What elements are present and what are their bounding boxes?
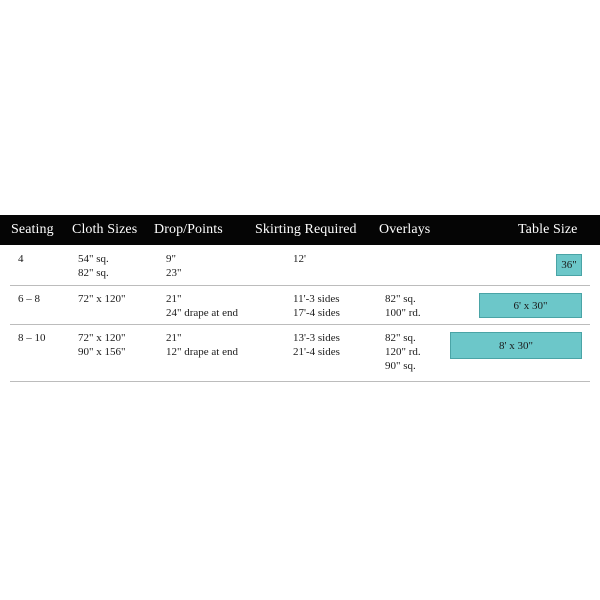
skirting-value: 12' [293, 253, 306, 265]
header-table-size: Table Size [518, 222, 578, 237]
cloth-size-value: 72" x 120" [78, 293, 126, 305]
cloth-size-value: 90" x 156" [78, 346, 126, 358]
overlay-value: 100" rd. [385, 307, 421, 319]
table-size-swatch: 36" [556, 254, 582, 276]
header-cloth-sizes: Cloth Sizes [72, 222, 138, 237]
cloth-size-value: 72" x 120" [78, 332, 126, 344]
cell-cloth-sizes [78, 252, 109, 280]
header-drop-points: Drop/Points [154, 222, 223, 237]
table-header [0, 215, 600, 245]
drop-point-value: 21" [166, 293, 182, 305]
table-size-swatch: 6' x 30" [479, 293, 582, 318]
cell-overlays [385, 292, 421, 320]
table-row [10, 245, 590, 286]
overlay-value: 82" sq. [385, 293, 416, 305]
drop-point-value: 9" [166, 253, 176, 265]
drop-point-value: 24" drape at end [166, 307, 238, 319]
overlay-value: 82" sq. [385, 332, 416, 344]
header-skirting-required: Skirting Required [255, 222, 357, 237]
cell-drop-points [166, 292, 238, 320]
cell-drop-points [166, 331, 238, 359]
header-seating: Seating [11, 222, 54, 237]
cell-skirting [293, 292, 340, 320]
drop-point-value: 12" drape at end [166, 346, 238, 358]
skirting-value: 11'-3 sides [293, 293, 340, 305]
overlay-value: 120" rd. [385, 346, 421, 358]
cell-skirting [293, 252, 306, 266]
cell-overlays [385, 331, 421, 373]
table-row [10, 325, 590, 382]
cell-seating: 8 – 10 [18, 332, 46, 344]
table-size-swatch: 8' x 30" [450, 332, 582, 359]
skirting-value: 13'-3 sides [293, 332, 340, 344]
skirting-value: 17'-4 sides [293, 307, 340, 319]
table-sizing-chart [0, 215, 600, 382]
cell-cloth-sizes [78, 292, 125, 306]
header-overlays: Overlays [379, 222, 431, 237]
cell-skirting [293, 331, 340, 359]
cell-cloth-sizes [78, 331, 125, 359]
table-row [10, 286, 590, 325]
cloth-size-value: 54" sq. [78, 253, 109, 265]
skirting-value: 21'-4 sides [293, 346, 340, 358]
cell-drop-points [166, 252, 182, 280]
cell-seating: 6 – 8 [18, 293, 40, 305]
overlay-value: 90" sq. [385, 360, 416, 372]
cloth-size-value: 82" sq. [78, 267, 109, 279]
cell-seating: 4 [18, 253, 24, 265]
drop-point-value: 23" [166, 267, 182, 279]
drop-point-value: 21" [166, 332, 182, 344]
